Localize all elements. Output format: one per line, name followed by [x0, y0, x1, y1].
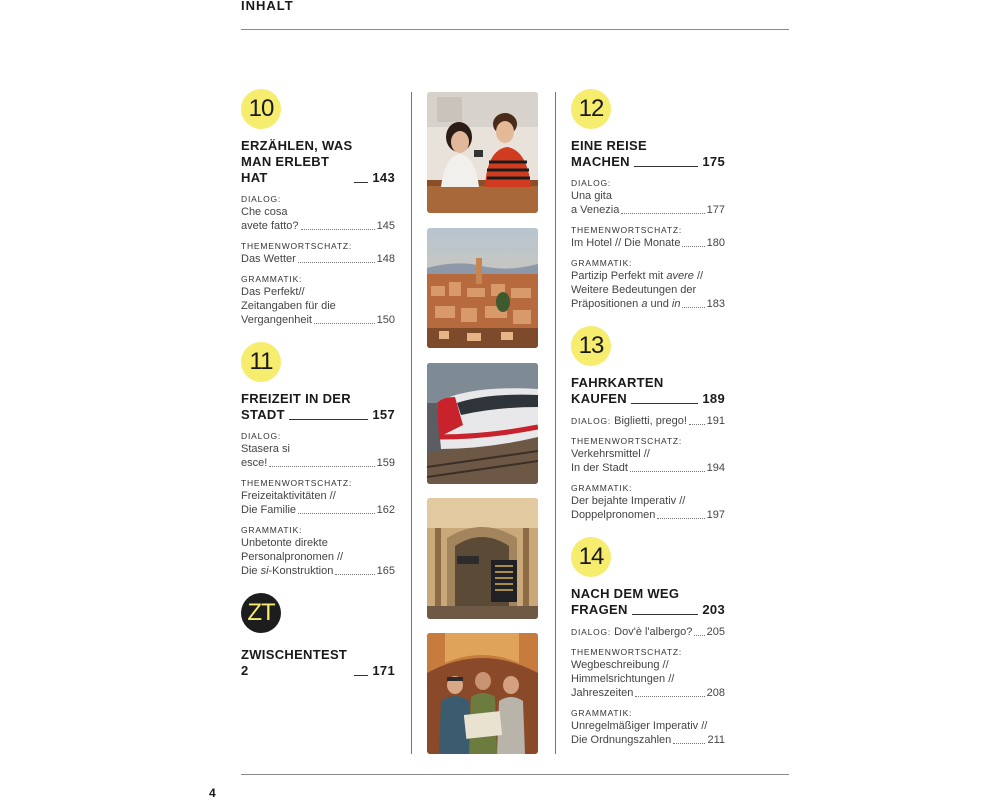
chapter-page: 157	[372, 407, 395, 422]
photo-high-speed-train	[427, 363, 538, 484]
chapter-number-badge: 13	[571, 326, 611, 366]
column-divider	[555, 92, 556, 754]
photo-couple-cafe	[427, 92, 538, 213]
chapter-title[interactable]: FAHRKARTEN KAUFEN 189	[571, 375, 725, 406]
toc-entry-grammar[interactable]: GRAMMATIK: Das Perfekt// Zeitangaben für die Vergangenheit 150	[241, 274, 395, 326]
chapter-12	[571, 89, 725, 311]
chapter-10	[241, 89, 395, 327]
chapter-title[interactable]: FREIZEIT IN DER STADT 157	[241, 391, 395, 422]
page-title: INHALT	[241, 0, 294, 13]
toc-entry-dialog[interactable]: DIALOG: Dov'è l'albergo? 205	[571, 626, 725, 638]
chapter-number-badge: 10	[241, 89, 281, 129]
chapter-zwischentest	[241, 593, 395, 679]
chapter-page: 189	[702, 391, 725, 406]
toc-entry-grammar[interactable]: GRAMMATIK: Unbetonte direkte Personalpronomen // Die si-Konstruktion 165	[241, 525, 395, 577]
chapter-number-badge: 12	[571, 89, 611, 129]
toc-entry-vocabulary[interactable]: THEMENWORTSCHATZ: Freizeitaktivitäten // Die Familie 162	[241, 478, 395, 516]
chapter-title[interactable]: ERZÄHLEN, WAS MAN ERLEBT HAT 143	[241, 138, 395, 185]
right-column	[571, 89, 725, 757]
zt-badge: ZT	[241, 593, 281, 633]
chapter-title[interactable]: EINE REISE MACHEN 175	[571, 138, 725, 169]
toc-entry-dialog[interactable]: DIALOG: Biglietti, prego! 191	[571, 415, 725, 427]
toc-entry-dialog[interactable]: DIALOG: Una gita a Venezia 177	[571, 178, 725, 216]
chapter-title[interactable]: ZWISCHENTEST 2 171	[241, 647, 395, 678]
photo-train-station	[427, 498, 538, 619]
chapter-page: 175	[702, 154, 725, 169]
chapter-number-badge: 11	[241, 342, 281, 382]
chapter-page: 203	[702, 602, 725, 617]
photo-italian-city	[427, 228, 538, 348]
page-number: 4	[209, 786, 216, 800]
toc-entry-vocabulary[interactable]: THEMENWORTSCHATZ: Das Wetter 148	[241, 241, 395, 265]
toc-entry-grammar[interactable]: GRAMMATIK: Unregelmäßiger Imperativ // Die Ordnungszahlen 211	[571, 708, 725, 746]
photo-tourists-map	[427, 633, 538, 754]
chapter-11	[241, 342, 395, 578]
chapter-title[interactable]: NACH DEM WEG FRAGEN 203	[571, 586, 725, 617]
top-rule	[241, 29, 789, 30]
toc-entry-vocabulary[interactable]: THEMENWORTSCHATZ: Verkehrsmittel // In der Stadt 194	[571, 436, 725, 474]
toc-entry-dialog[interactable]: DIALOG: Stasera si esce! 159	[241, 431, 395, 469]
toc-entry-grammar[interactable]: GRAMMATIK: Partizip Perfekt mit avere // Weitere Bedeutungen der Präpositionen a und in 183	[571, 258, 725, 310]
chapter-13	[571, 326, 725, 522]
toc-entry-grammar[interactable]: GRAMMATIK: Der bejahte Imperativ // Doppelpronomen 197	[571, 483, 725, 521]
chapter-page: 143	[372, 170, 395, 185]
toc-entry-vocabulary[interactable]: THEMENWORTSCHATZ: Wegbeschreibung // Himmelsrichtungen // Jahreszeiten 208	[571, 647, 725, 699]
chapter-page: 171	[372, 663, 395, 678]
toc-entry-dialog[interactable]: DIALOG: Che cosa avete fatto? 145	[241, 194, 395, 232]
column-divider	[411, 92, 412, 754]
bottom-rule	[241, 774, 789, 775]
toc-entry-vocabulary[interactable]: THEMENWORTSCHATZ: Im Hotel // Die Monate 180	[571, 225, 725, 249]
chapter-14	[571, 537, 725, 747]
left-column	[241, 89, 395, 689]
chapter-number-badge: 14	[571, 537, 611, 577]
